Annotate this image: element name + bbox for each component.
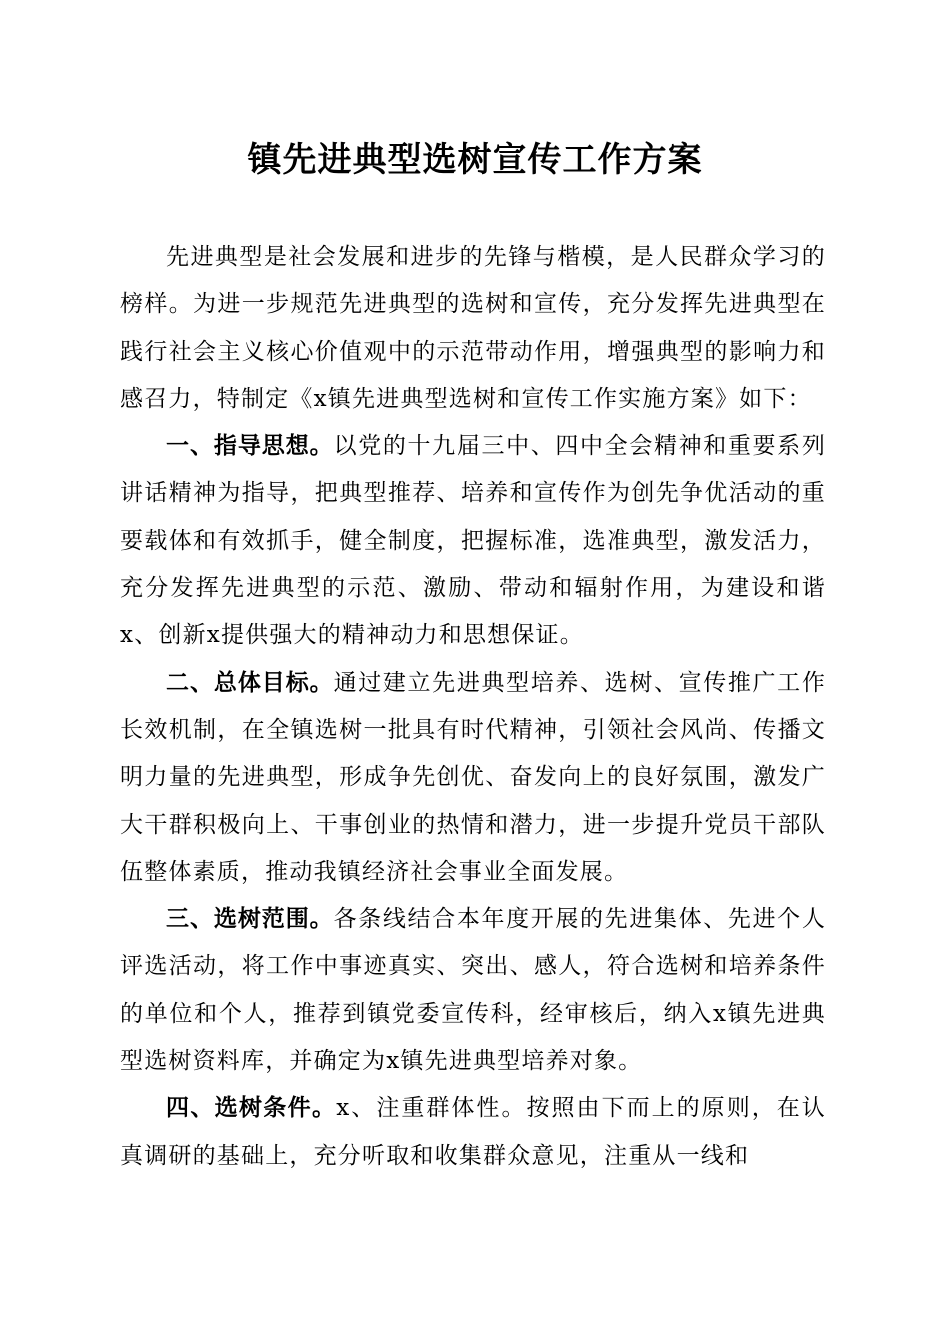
document-title: 镇先进典型选树宣传工作方案 [247, 140, 703, 180]
section-text: 各条线结合本年度开展的先进集体、先进个人评选活动，将工作中事迹真实、突出、感人，符合选树和培养条件的单位和个人，推荐到镇党委宣传科，经审核后，纳入x镇先进典型选树资料库，并确定为x镇先进典型培养对象。 [120, 906, 827, 1075]
section-heading: 一、指导思想。 [166, 433, 334, 460]
section-text: 通过建立先进典型培养、选树、宣传推广工作长效机制，在全镇选树一批具有时代精神，引领社会风尚、传播文明力量的先进典型，形成争先创优、奋发向上的良好氛围，激发广大干群积极向上、干事创业的热情和潜力，进一步提升党员干部队伍整体素质，推动我镇经济社会事业全面发展。 [120, 669, 827, 885]
section-overall-goal [120, 660, 826, 896]
section-heading: 四、选树条件。 [166, 1095, 337, 1122]
section-heading: 三、选树范围。 [166, 906, 334, 933]
section-selection-scope [120, 896, 826, 1085]
section-guiding-ideology [120, 423, 826, 659]
section-selection-conditions [120, 1085, 826, 1180]
section-text: 以党的十九届三中、四中全会精神和重要系列讲话精神为指导，把典型推荐、培养和宣传作为创先争优活动的重要载体和有效抓手，健全制度，把握标准，选准典型，激发活力，充分发挥先进典型的示范、激励、带动和辐射作用，为建设和谐x、创新x提供强大的精神动力和思想保证。 [120, 433, 827, 649]
section-text: x、注重群体性。按照由下而上的原则，在认真调研的基础上，充分听取和收集群众意见，注重从一线和 [120, 1095, 826, 1169]
intro-paragraph: 先进典型是社会发展和进步的先锋与楷模，是人民群众学习的榜样。为进一步规范先进典型的选树和宣传，充分发挥先进典型在践行社会主义核心价值观中的示范带动作用，增强典型的影响力和感召力，特制定《x镇先进典型选树和宣传工作实施方案》如下： [120, 244, 826, 412]
document-body [120, 234, 826, 1180]
section-heading: 二、总体目标。 [166, 669, 334, 696]
